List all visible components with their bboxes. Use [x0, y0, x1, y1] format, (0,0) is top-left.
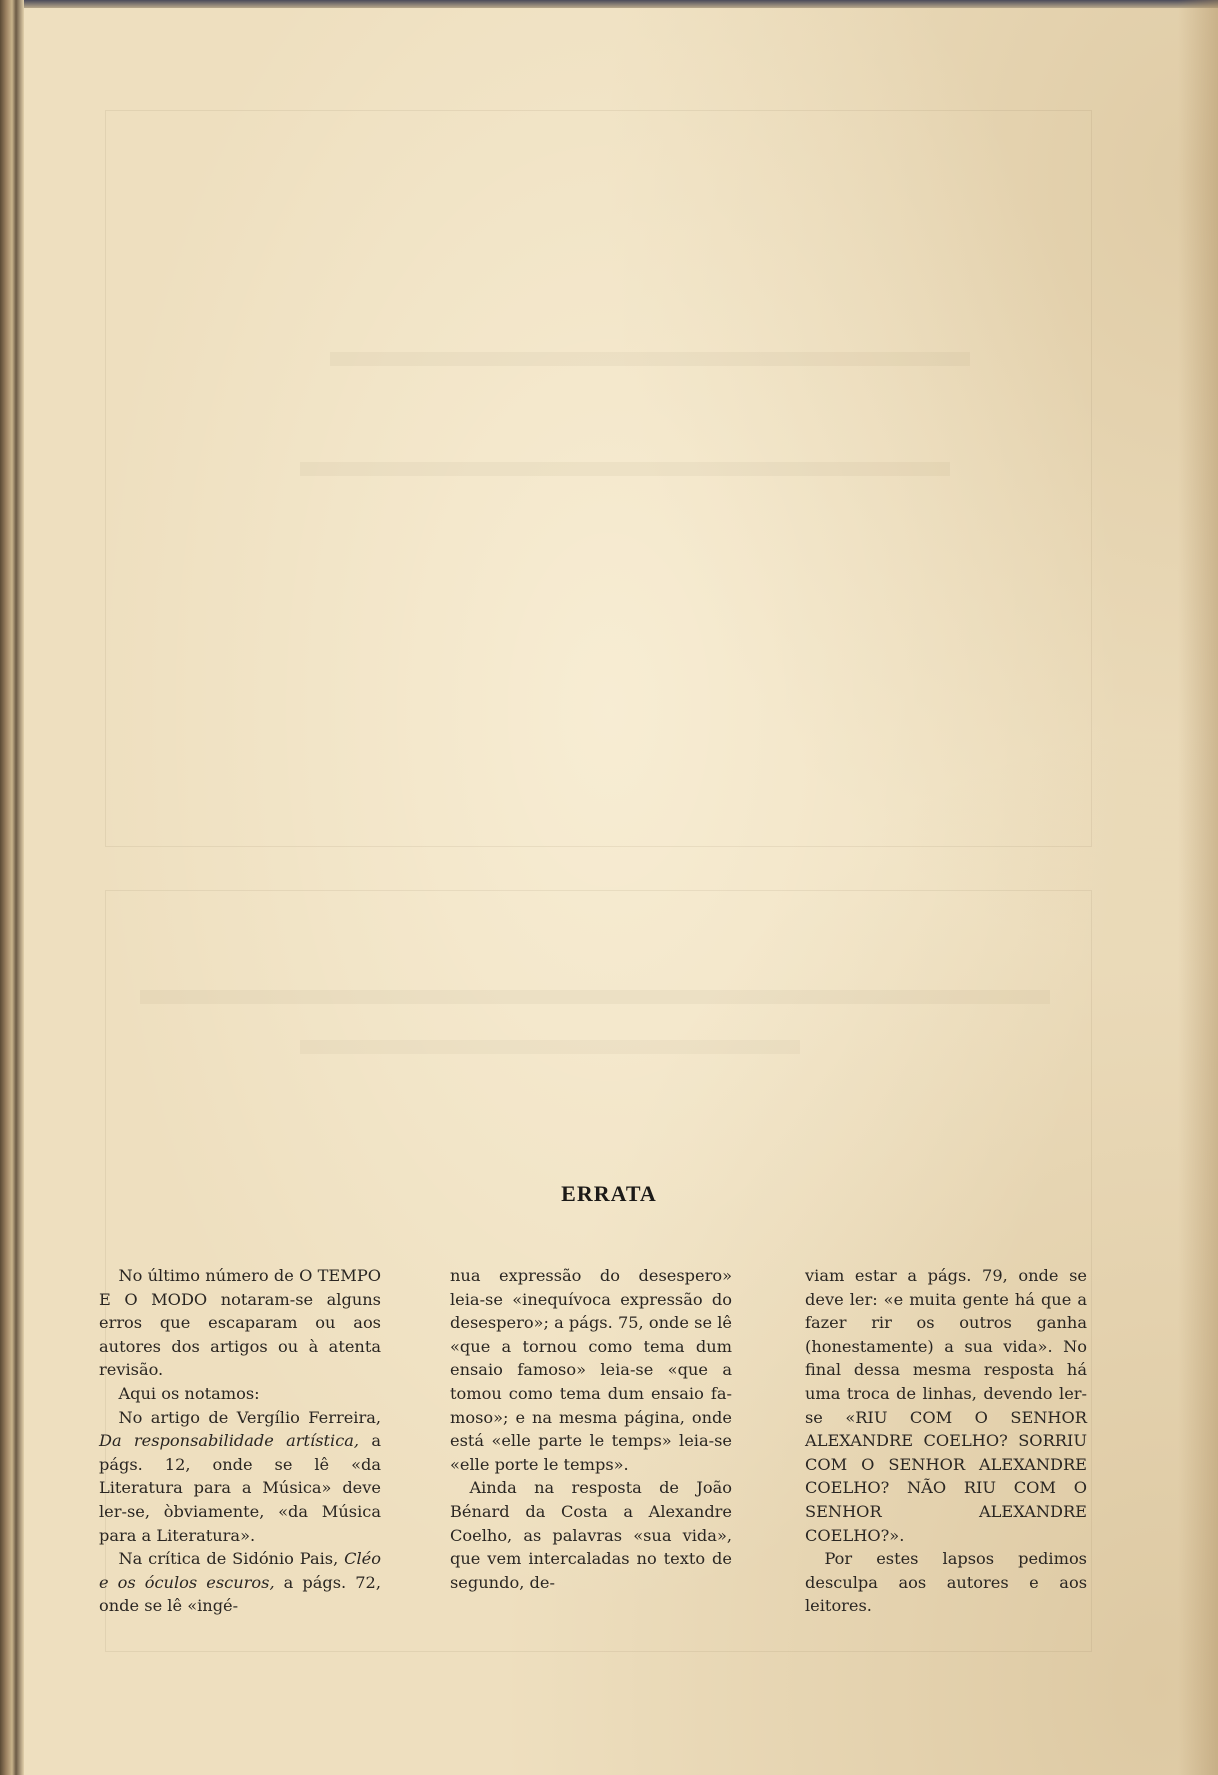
- text-column-3: [805, 1264, 1087, 1618]
- paragraph-text: No último número de O TEMPO E O MODO notaram-se alguns erros que escaparam ou aos autores dos artigos ou à atenta revisão.: [99, 1266, 381, 1380]
- paragraph: [450, 1476, 732, 1594]
- paragraph-text: viam estar a págs. 79, onde se deve ler: «e muita gente há que a fazer rir os outros ganha (honestamente) a sua vida». No final dessa mesma resposta há uma troca de linhas, devendo ler-se «RIU COM O SENHOR ALEXANDRE COELHO? SORRIU COM O SENHOR ALEXANDRE COELHO? NÃO RIU COM O SENHOR ALEXANDRE COELHO?».: [805, 1266, 1087, 1545]
- show-through-bar-4: [300, 1040, 800, 1054]
- paragraph-text: Ainda na resposta de João Bénard da Costa a Alexandre Coelho, as palavras «sua vida», que vem intercaladas no texto de segundo, de-: [450, 1478, 732, 1592]
- show-through-frame-upper: [105, 110, 1092, 847]
- text-column-2: [450, 1264, 732, 1594]
- show-through-bar-2: [300, 462, 950, 476]
- paragraph-text: Na crítica de Sidónio Pais,: [118, 1549, 345, 1569]
- paragraph: [805, 1547, 1087, 1618]
- paragraph: [450, 1264, 732, 1476]
- show-through-bar-1: [330, 352, 970, 366]
- paragraph-text: nua expressão do desespero» leia-se «inequívoca expressão do desespero»; a págs. 75, onde se lê «que a tornou como tema dum ensaio famoso» leia-se «que a tomou como tema dum ensaio famoso»; e na mesma página, onde está «elle parte le temps» leia-se «elle porte le temps».: [450, 1266, 732, 1474]
- paragraph-text: a págs. 72, onde se lê «ingé-: [99, 1572, 381, 1616]
- paragraph: [99, 1547, 381, 1618]
- show-through-bar-3: [140, 990, 1050, 1004]
- italic-title-text: Da responsabilidade artística,: [99, 1431, 360, 1451]
- page-top-edge: [0, 0, 1218, 8]
- paragraph-text: a págs. 12, onde se lê «da Literatura para a Música» deve ler-se, òbviamente, «da Música para a Literatura».: [99, 1431, 382, 1545]
- errata-title: ERRATA: [561, 1181, 657, 1206]
- page-right-shadow: [1178, 0, 1218, 1775]
- paragraph-text: No artigo de Vergílio Ferreira,: [118, 1407, 381, 1427]
- italic-title-text: Cléo e os óculos escuros,: [99, 1549, 381, 1592]
- binding-edge: [0, 0, 24, 1775]
- paragraph: [99, 1406, 381, 1548]
- text-column-1: [99, 1264, 381, 1618]
- paragraph: [99, 1382, 381, 1406]
- paragraph: [805, 1264, 1087, 1547]
- paragraph-text: Por estes lapsos pedimos desculpa aos autores e aos leitores.: [805, 1549, 1087, 1616]
- paragraph: [99, 1264, 381, 1382]
- paragraph-text: Aqui os notamos:: [118, 1383, 260, 1403]
